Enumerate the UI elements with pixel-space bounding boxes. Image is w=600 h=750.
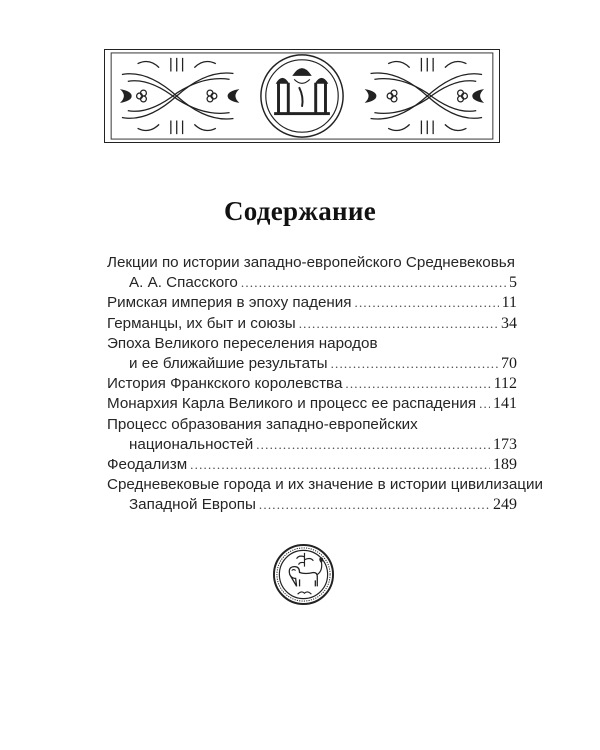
toc-entry[interactable] [107,354,517,374]
page-number: 70 [501,354,517,372]
dot-leader [479,394,490,414]
page-number: 11 [501,294,517,312]
dot-leader [241,273,506,293]
toc-entry-line [107,475,543,495]
toc-entry-title: Германцы, их быт и союзы [107,314,296,332]
toc-entry-title: Средневековые города и их значение в истории цивилизации [107,476,543,494]
interlace-frieze-icon [105,50,499,142]
toc-entry-line [107,415,517,435]
toc-entry-title: История Франкского королевства [107,375,343,393]
table-of-contents [107,253,543,515]
lion-medallion-icon [272,543,335,606]
toc-entry[interactable] [107,455,517,475]
page-number: 5 [509,274,517,292]
toc-entry[interactable] [107,435,517,455]
toc-entry-title: национальностей [129,435,254,453]
dot-leader [259,495,490,515]
toc-entry-line [107,334,517,354]
toc-entry[interactable] [107,394,517,414]
toc-entry-title: и ее ближайшие результаты [129,354,328,372]
dot-leader [355,293,499,313]
page-number: 173 [493,435,517,453]
toc-entry-line [107,253,517,273]
toc-entry-title: Римская империя в эпоху падения [107,294,352,312]
toc-entry[interactable] [107,314,517,334]
dot-leader [190,455,490,475]
page-number: 34 [501,314,517,332]
page-title: Содержание [223,196,377,226]
toc-entry-title: Лекции по истории западно-европейского Средневековья [107,254,515,271]
header-ornament [104,49,500,143]
toc-entry-title: А. А. Спасского [129,274,238,292]
toc-entry[interactable] [107,293,517,313]
dot-leader [331,354,498,374]
page-number: 189 [493,455,517,473]
lion-seal [272,543,335,606]
toc-entry[interactable] [107,495,517,515]
dot-leader [256,435,490,455]
dot-leader [345,374,490,394]
page-number: 141 [493,395,517,413]
toc-entry-title: Процесс образования западно-европейских [107,415,418,433]
toc-entry-title: Монархия Карла Великого и процесс ее распадения [107,395,477,413]
toc-entry[interactable] [107,273,517,293]
dot-leader [299,314,498,334]
toc-entry-title: Феодализм [107,455,188,473]
page-number: 249 [493,496,517,514]
toc-entry[interactable] [107,374,517,394]
page-number: 112 [493,375,517,393]
toc-entry-title: Западной Европы [129,496,256,514]
toc-entry-title: Эпоха Великого переселения народов [107,334,378,352]
